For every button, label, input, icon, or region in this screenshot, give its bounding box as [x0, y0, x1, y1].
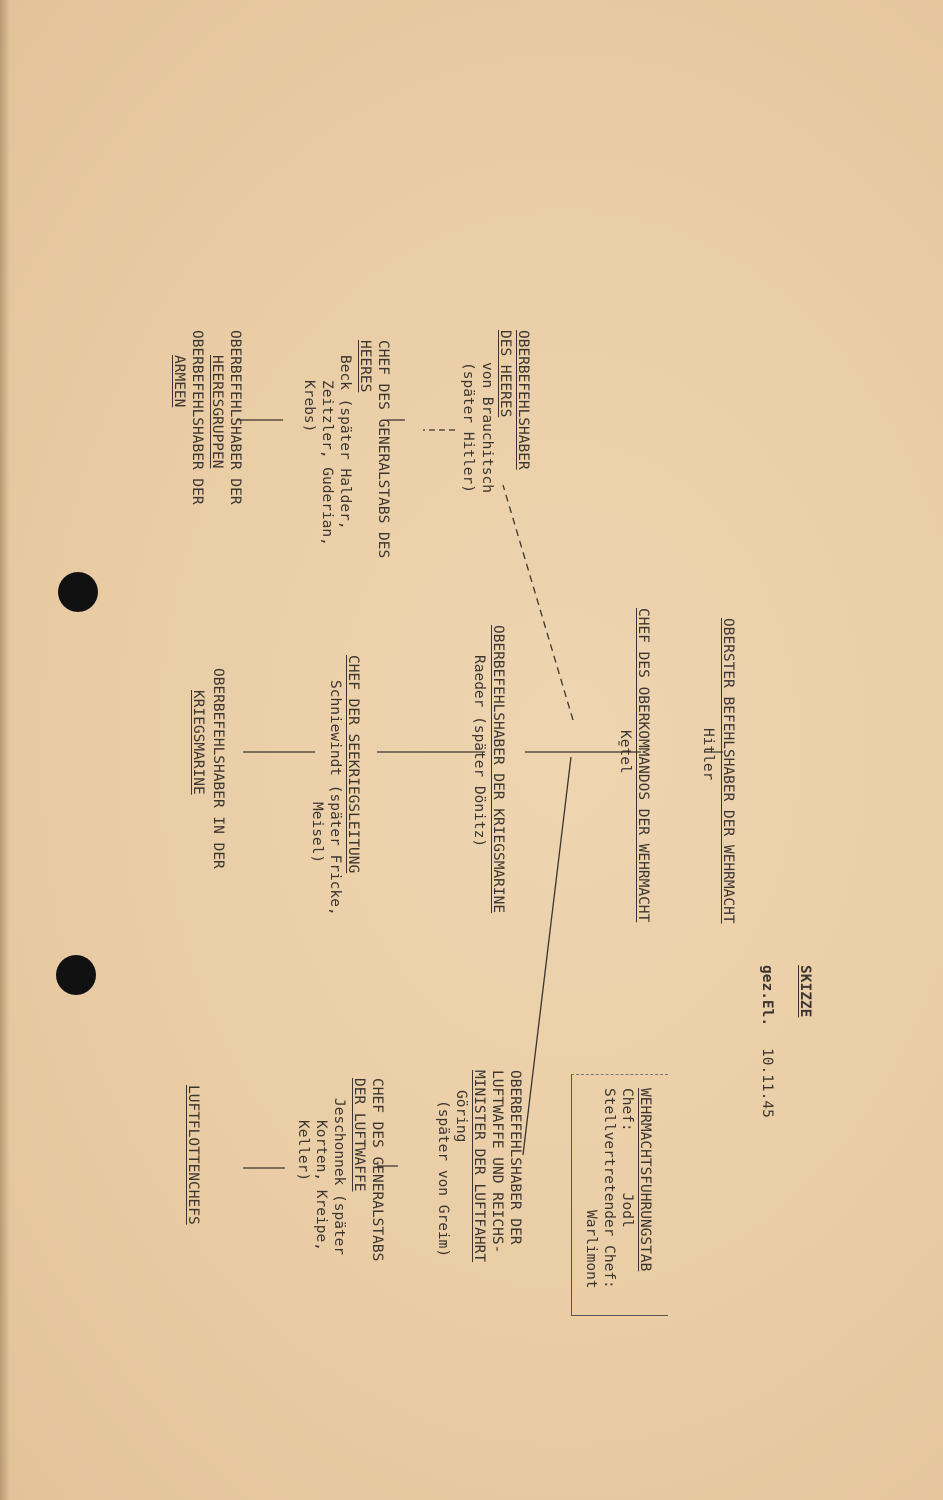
okw-chief-title: CHEF DES OBERKOMMANDOS DER WEHRMACHT — [635, 608, 651, 923]
marine-commander-name: Raeder (später Dönitz) — [471, 655, 487, 848]
luftwaffe-staff-title-1: CHEF DES GENERALSTABS — [369, 1078, 385, 1262]
heer-groups-line-4: ARMEEN — [171, 355, 187, 408]
heer-commander-name-1: von Brauchitsch — [479, 362, 495, 493]
heer-groups-line-2: HEERESGRUPPEN — [209, 355, 225, 469]
luftwaffe-commander-name-1: Göring — [453, 1090, 469, 1143]
marine-commander-title: OBERBEFEHLSHABER DER KRIEGSMARINE — [490, 625, 506, 914]
marine-staff-line-2: Meisel) — [309, 802, 325, 864]
heer-staff-line-2: Zeitzler, Guderian, — [319, 380, 335, 546]
luftwaffe-staff-line-3: Keller) — [295, 1120, 311, 1182]
marine-fleet-line-1: OBERBEFEHLSHABER IN DER — [210, 668, 226, 869]
document-reference: gez.El. — [759, 965, 775, 1027]
heer-staff-line-1: Beck (später Halder, — [337, 355, 353, 530]
luftwaffe-commander-title-3: MINISTER DER LUFTFAHRT — [471, 1070, 487, 1263]
wfst-deputy-line: Stellvertretender Chef: — [601, 1088, 617, 1289]
luftflotten-chiefs: LUFTFLOTTENCHEFS — [185, 1085, 201, 1225]
supreme-commander-name: Hitler — [700, 728, 716, 781]
heer-staff-title-2: HEERES — [357, 340, 373, 393]
document-date: 10.11.45 — [759, 1048, 775, 1118]
document-title: SKIZZE — [797, 965, 813, 1018]
heer-commander-title-1: OBERBEFEHLSHABER — [515, 330, 531, 470]
heer-groups-line-1: OBERBEFEHLSHABER DER — [227, 330, 243, 505]
heer-commander-name-2: (später Hitler) — [460, 362, 476, 493]
wfst-deputy-name: Warlimont — [583, 1210, 599, 1289]
luftwaffe-staff-title-2: DER LUFTWAFFE — [351, 1078, 367, 1192]
luftwaffe-staff-line-2: Korten, Kreipe, — [313, 1120, 329, 1251]
heer-staff-line-3: Krebs) — [301, 380, 317, 433]
luftwaffe-staff-line-1: Jeschonnek (später — [331, 1098, 347, 1256]
supreme-commander-title: OBERSTER BEFEHLSHABER DER WEHRMACHT — [720, 618, 736, 924]
marine-fleet-line-2: KRIEGSMARINE — [190, 690, 206, 795]
heer-groups-line-3: OBERBEFEHLSHABER DER — [189, 330, 205, 505]
wfst-chief-line: Chef: Jodl — [619, 1088, 635, 1228]
heer-commander-title-2: DES HEERES — [497, 330, 513, 418]
marine-staff-title: CHEF DER SEEKRIEGSLEITUNG — [345, 655, 361, 874]
luftwaffe-commander-title-2: LUFTWAFFE UND REICHS- — [489, 1070, 505, 1254]
luftwaffe-commander-title-1: OBERBEFEHLSHABER DER — [507, 1070, 523, 1245]
wfst-title: WEHRMACHTSFUHRUNGSTAB — [637, 1088, 653, 1272]
marine-staff-line-1: Schniewindt (später Fricke, — [327, 680, 343, 916]
heer-staff-title-1: CHEF DES GENERALSTABS DES — [375, 340, 391, 559]
okw-chief-name: Ke̱tel — [617, 730, 633, 774]
luftwaffe-commander-name-2: (später von Greim) — [435, 1100, 451, 1258]
